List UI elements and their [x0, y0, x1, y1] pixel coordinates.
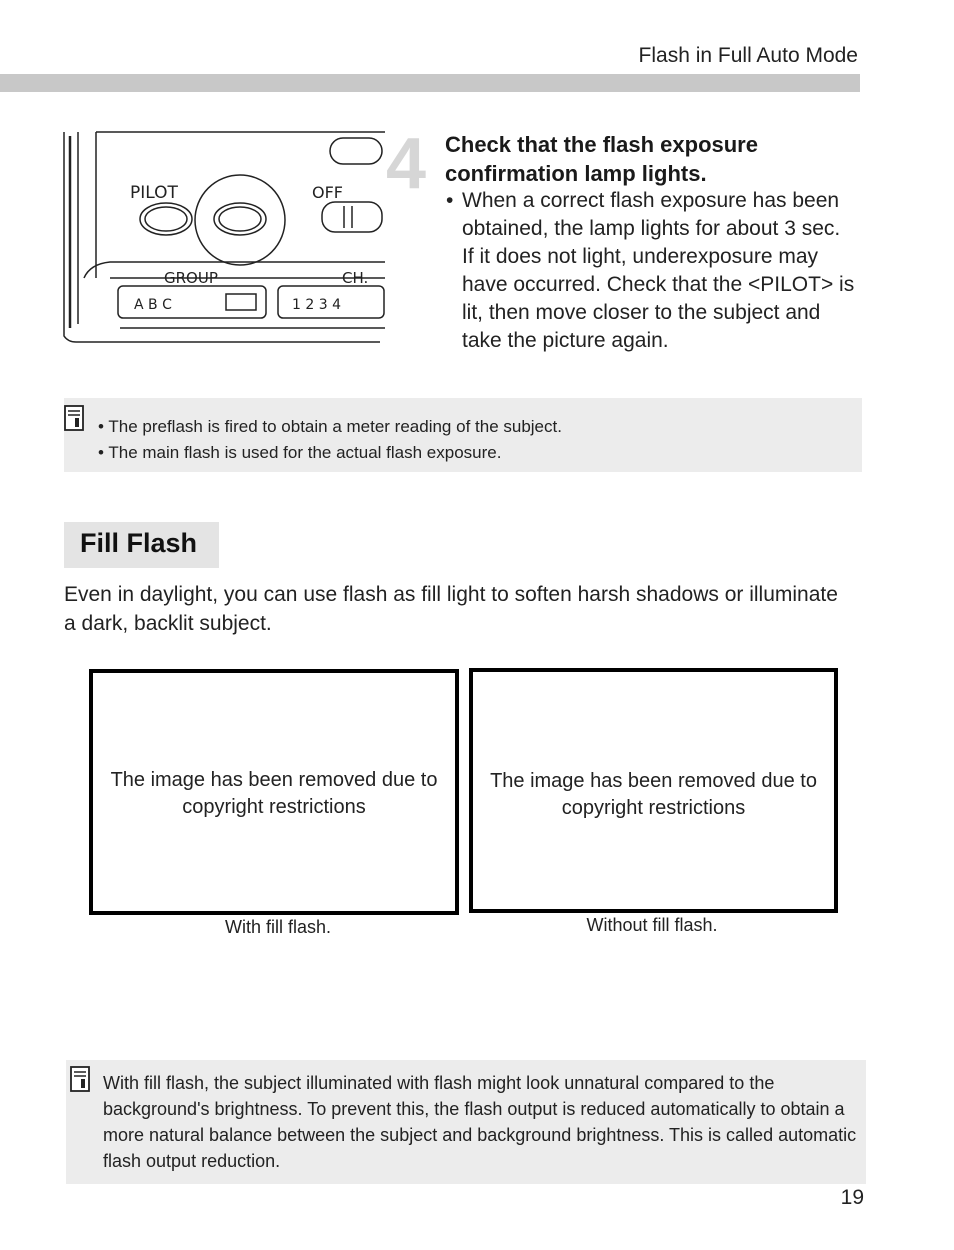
section-intro: Even in daylight, you can use flash as fill light to soften harsh shadows or illuminate a dark, backlit subject.	[64, 583, 838, 635]
header-rule	[0, 74, 860, 92]
bullet-marker: •	[446, 189, 454, 212]
note-text-preflash	[98, 414, 562, 466]
running-header: Flash in Full Auto Mode	[638, 44, 858, 67]
image-caption: With fill flash.	[224, 917, 332, 937]
image-placeholder-text: The image has been removed due to copyright restrictions	[490, 770, 817, 819]
step-heading: Check that the flash exposure confirmation lamp lights.	[445, 132, 758, 186]
step-body	[446, 187, 856, 355]
section-title: Fill Flash	[80, 528, 198, 558]
note-line: • The preflash is fired to obtain a meter reading of the subject.	[98, 417, 562, 436]
step-body-text: When a correct flash exposure has been obtained, the lamp lights for about 3 sec. If it does not light, underexposure may have occurred. Check that the <PILOT> is lit, then move closer to the subject and take the picture again.	[462, 189, 855, 352]
flash-panel-diagram	[60, 128, 390, 358]
channel-numbers: 1 2 3 4	[292, 297, 341, 313]
image-placeholder-with-fill	[89, 669, 459, 915]
group-letters: A B C	[134, 297, 172, 313]
note-text-fill-reduction: With fill flash, the subject illuminated with flash might look unnatural compared to the background's brightness. To prevent this, the flash output is reduced automatically to obtain a more natural balance between the subject and background brightness. This is called automatic flash output reduction.	[103, 1073, 857, 1171]
image-placeholder-text: The image has been removed due to copyright restrictions	[110, 769, 438, 818]
memo-icon	[70, 1066, 90, 1092]
note-line: • The main flash is used for the actual flash exposure.	[98, 443, 502, 462]
channel-label: CH.	[342, 269, 369, 287]
memo-icon	[64, 405, 84, 431]
group-label: GROUP	[164, 269, 218, 287]
image-placeholder-without-fill	[469, 668, 838, 913]
off-label: OFF	[312, 183, 343, 202]
page-number: 19	[840, 1186, 864, 1209]
image-caption: Without fill flash.	[586, 915, 718, 935]
pilot-label: PILOT	[130, 183, 178, 203]
step-number: 4	[386, 124, 427, 204]
